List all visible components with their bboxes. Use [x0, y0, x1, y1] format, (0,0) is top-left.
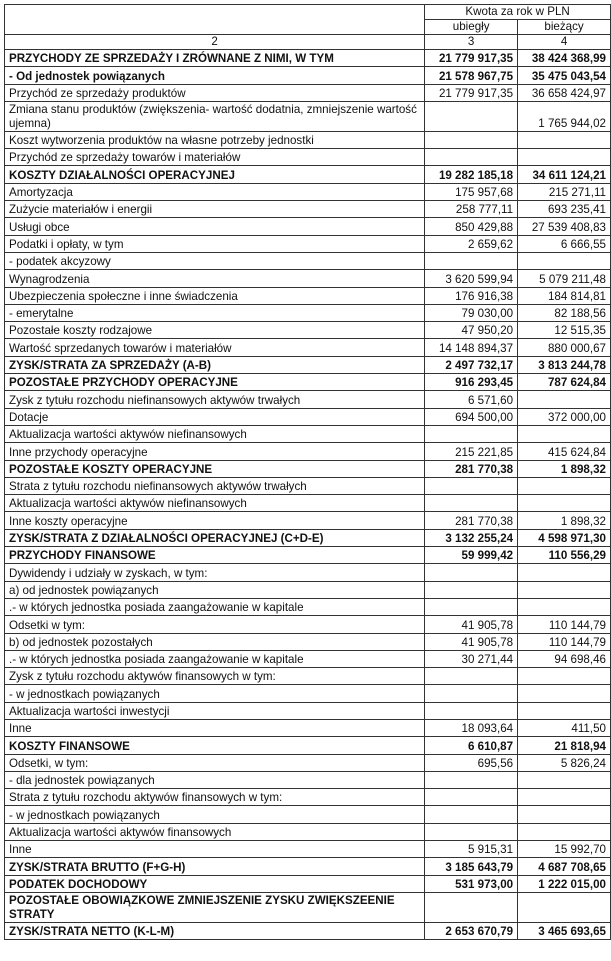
row-label: Zużycie materiałów i energii: [5, 201, 425, 218]
row-value-curr: 35 475 043,54: [518, 67, 611, 84]
row-value-curr: 27 539 408,83: [518, 218, 611, 235]
row-label: Strata z tytułu rozchodu niefinansowych aktywów trwałych: [5, 477, 425, 494]
row-value-prev: 3 185 643,79: [425, 858, 518, 875]
row-value-prev: 14 148 894,37: [425, 339, 518, 356]
row-value-prev: 19 282 185,18: [425, 166, 518, 183]
row-value-curr: 1 222 015,00: [518, 875, 611, 892]
row-label: Inne przychody operacyjne: [5, 443, 425, 460]
row-value-curr: 5 079 211,48: [518, 270, 611, 287]
row-label: Zysk z tytułu rozchodu aktywów finansowych w tym:: [5, 668, 425, 685]
row-value-prev: [425, 823, 518, 840]
row-value-prev: 5 915,31: [425, 841, 518, 858]
row-value-prev: 3 620 599,94: [425, 270, 518, 287]
row-label: ZYSK/STRATA ZA SPRZEDAŻY (A-B): [5, 356, 425, 373]
row-value-curr: 110 144,79: [518, 633, 611, 650]
row-value-prev: 21 578 967,75: [425, 67, 518, 84]
table-row: [5, 356, 611, 373]
row-label: KOSZTY FINANSOWE: [5, 737, 425, 754]
row-value-curr: [518, 668, 611, 685]
table-row: [5, 547, 611, 564]
row-value-prev: 41 905,78: [425, 616, 518, 633]
row-value-curr: [518, 789, 611, 806]
row-value-prev: 916 293,45: [425, 374, 518, 391]
row-value-curr: 15 992,70: [518, 841, 611, 858]
row-value-curr: [518, 685, 611, 702]
row-value-prev: [425, 477, 518, 494]
table-row: [5, 685, 611, 702]
row-value-curr: 6 666,55: [518, 235, 611, 252]
row-label: KOSZTY DZIAŁALNOŚCI OPERACYJNEJ: [5, 166, 425, 183]
row-value-prev: 850 429,88: [425, 218, 518, 235]
row-label: - dla jednostek powiązanych: [5, 771, 425, 788]
row-label: - w jednostkach powiązanych: [5, 685, 425, 702]
profit-loss-table: [4, 4, 611, 940]
table-row: [5, 252, 611, 269]
row-value-prev: [425, 806, 518, 823]
row-value-prev: 2 659,62: [425, 235, 518, 252]
row-value-prev: 281 770,38: [425, 460, 518, 477]
row-label: - Od jednostek powiązanych: [5, 67, 425, 84]
row-value-curr: 110 144,79: [518, 616, 611, 633]
table-row: [5, 84, 611, 101]
row-value-prev: [425, 564, 518, 581]
row-label: Inne: [5, 841, 425, 858]
row-value-curr: 34 611 124,21: [518, 166, 611, 183]
table-row: [5, 789, 611, 806]
header-blank-cell: [5, 5, 425, 35]
table-row: [5, 806, 611, 823]
row-label: Dotacje: [5, 408, 425, 425]
col-curr-label: bieżący: [518, 20, 611, 35]
table-row: [5, 564, 611, 581]
row-label: Koszt wytworzenia produktów na własne potrzeby jednostki: [5, 131, 425, 148]
row-value-prev: 258 777,11: [425, 201, 518, 218]
row-value-prev: 695,56: [425, 754, 518, 771]
row-value-curr: 1 765 944,02: [518, 101, 611, 131]
row-value-prev: 59 999,42: [425, 547, 518, 564]
row-value-curr: 215 271,11: [518, 183, 611, 200]
table-row: [5, 460, 611, 477]
row-label: Aktualizacja wartości aktywów niefinansowych: [5, 495, 425, 512]
row-value-prev: 3 132 255,24: [425, 529, 518, 546]
row-value-curr: [518, 131, 611, 148]
row-value-prev: [425, 892, 518, 922]
row-value-curr: 5 826,24: [518, 754, 611, 771]
row-label: Amortyzacja: [5, 183, 425, 200]
table-row: [5, 892, 611, 922]
row-value-prev: 41 905,78: [425, 633, 518, 650]
table-row: [5, 304, 611, 321]
row-value-curr: [518, 495, 611, 512]
header-row-numbers: [5, 35, 611, 50]
row-value-prev: 18 093,64: [425, 719, 518, 736]
row-label: - podatek akcyzowy: [5, 252, 425, 269]
table-row: [5, 754, 611, 771]
table-row: [5, 650, 611, 667]
table-row: [5, 633, 611, 650]
row-value-curr: 21 818,94: [518, 737, 611, 754]
row-value-prev: [425, 149, 518, 166]
row-label: POZOSTAŁE OBOWIĄZKOWE ZMNIEJSZENIE ZYSKU ZWIĘKSZEENIE STRATY: [5, 892, 425, 922]
row-label: Wynagrodzenia: [5, 270, 425, 287]
row-value-curr: 184 814,81: [518, 287, 611, 304]
row-label: Wartość sprzedanych towarów i materiałów: [5, 339, 425, 356]
row-value-curr: 787 624,84: [518, 374, 611, 391]
table-row: [5, 841, 611, 858]
col-prev-num: 3: [425, 35, 518, 50]
table-row: [5, 477, 611, 494]
row-value-curr: 411,50: [518, 719, 611, 736]
table-row: [5, 183, 611, 200]
row-value-curr: 880 000,67: [518, 339, 611, 356]
row-label: ZYSK/STRATA Z DZIAŁALNOŚCI OPERACYJNEJ (C+D-E): [5, 529, 425, 546]
row-value-prev: [425, 598, 518, 615]
table-row: [5, 166, 611, 183]
row-value-prev: [425, 131, 518, 148]
row-value-curr: [518, 892, 611, 922]
row-value-prev: 47 950,20: [425, 322, 518, 339]
header-row-caption: [5, 5, 611, 20]
row-value-curr: 12 515,35: [518, 322, 611, 339]
row-label: .- w których jednostka posiada zaangażowanie w kapitale: [5, 598, 425, 615]
row-label: Zysk z tytułu rozchodu niefinansowych aktywów trwałych: [5, 391, 425, 408]
row-value-curr: 110 556,29: [518, 547, 611, 564]
col-label-num: 2: [5, 35, 425, 50]
row-label: a) od jednostek powiązanych: [5, 581, 425, 598]
row-value-prev: [425, 702, 518, 719]
row-value-prev: 21 779 917,35: [425, 84, 518, 101]
table-row: [5, 616, 611, 633]
row-value-prev: 6 610,87: [425, 737, 518, 754]
row-value-curr: 1 898,32: [518, 460, 611, 477]
table-row: [5, 50, 611, 67]
row-label: Inne koszty operacyjne: [5, 512, 425, 529]
row-value-prev: 21 779 917,35: [425, 50, 518, 67]
row-value-curr: 415 624,84: [518, 443, 611, 460]
row-value-prev: 176 916,38: [425, 287, 518, 304]
row-label: Inne: [5, 719, 425, 736]
row-value-curr: 3 813 244,78: [518, 356, 611, 373]
row-label: Strata z tytułu rozchodu aktywów finansowych w tym:: [5, 789, 425, 806]
table-row: [5, 719, 611, 736]
row-label: Przychód ze sprzedaży towarów i materiałów: [5, 149, 425, 166]
row-label: Aktualizacja wartości inwestycji: [5, 702, 425, 719]
row-value-prev: 2 653 670,79: [425, 922, 518, 939]
row-label: PRZYCHODY FINANSOWE: [5, 547, 425, 564]
table-row: [5, 374, 611, 391]
row-label: POZOSTAŁE KOSZTY OPERACYJNE: [5, 460, 425, 477]
row-label: Aktualizacja wartości aktywów niefinansowych: [5, 425, 425, 442]
row-label: POZOSTAŁE PRZYCHODY OPERACYJNE: [5, 374, 425, 391]
row-label: Pozostałe koszty rodzajowe: [5, 322, 425, 339]
table-row: [5, 131, 611, 148]
row-value-curr: 36 658 424,97: [518, 84, 611, 101]
table-row: [5, 771, 611, 788]
table-row: [5, 235, 611, 252]
col-prev-label: ubiegły: [425, 20, 518, 35]
row-label: Przychód ze sprzedaży produktów: [5, 84, 425, 101]
row-value-prev: [425, 252, 518, 269]
row-value-curr: [518, 598, 611, 615]
row-value-prev: 30 271,44: [425, 650, 518, 667]
table-row: [5, 67, 611, 84]
row-value-prev: [425, 495, 518, 512]
row-label: ZYSK/STRATA BRUTTO (F+G-H): [5, 858, 425, 875]
table-row: [5, 425, 611, 442]
row-label: .- w których jednostka posiada zaangażowanie w kapitale: [5, 650, 425, 667]
row-value-prev: [425, 789, 518, 806]
row-value-curr: [518, 425, 611, 442]
row-value-prev: 2 497 732,17: [425, 356, 518, 373]
row-value-curr: 4 687 708,65: [518, 858, 611, 875]
table-row: [5, 201, 611, 218]
row-value-prev: [425, 425, 518, 442]
row-value-curr: [518, 149, 611, 166]
row-value-prev: [425, 581, 518, 598]
row-value-curr: [518, 477, 611, 494]
table-row: [5, 495, 611, 512]
table-row: [5, 737, 611, 754]
row-label: Odsetki, w tym:: [5, 754, 425, 771]
table-row: [5, 823, 611, 840]
row-value-curr: [518, 564, 611, 581]
row-value-prev: 6 571,60: [425, 391, 518, 408]
row-value-curr: [518, 391, 611, 408]
row-label: Ubezpieczenia społeczne i inne świadczenia: [5, 287, 425, 304]
row-label: PODATEK DOCHODOWY: [5, 875, 425, 892]
table-row: [5, 512, 611, 529]
row-label: Usługi obce: [5, 218, 425, 235]
row-value-curr: [518, 823, 611, 840]
row-value-curr: 4 598 971,30: [518, 529, 611, 546]
row-value-curr: 38 424 368,99: [518, 50, 611, 67]
row-value-prev: 694 500,00: [425, 408, 518, 425]
row-label: ZYSK/STRATA NETTO (K-L-M): [5, 922, 425, 939]
row-value-curr: [518, 581, 611, 598]
row-value-curr: 94 698,46: [518, 650, 611, 667]
row-value-curr: 82 188,56: [518, 304, 611, 321]
table-row: [5, 529, 611, 546]
row-label: Odsetki w tym:: [5, 616, 425, 633]
table-row: [5, 443, 611, 460]
row-value-prev: 215 221,85: [425, 443, 518, 460]
row-label: PRZYCHODY ZE SPRZEDAŻY I ZRÓWNANE Z NIMI, W TYM: [5, 50, 425, 67]
table-row: [5, 339, 611, 356]
row-value-prev: 281 770,38: [425, 512, 518, 529]
amount-caption: Kwota za rok w PLN: [425, 5, 611, 20]
table-row: [5, 702, 611, 719]
row-value-prev: [425, 668, 518, 685]
row-value-prev: [425, 771, 518, 788]
row-value-curr: [518, 771, 611, 788]
table-row: [5, 875, 611, 892]
col-curr-num: 4: [518, 35, 611, 50]
row-value-curr: [518, 806, 611, 823]
row-label: - w jednostkach powiązanych: [5, 806, 425, 823]
row-value-prev: [425, 101, 518, 131]
row-label: Zmiana stanu produktów (zwiększenia- wartość dodatnia, zmniejszenie wartość ujemna): [5, 101, 425, 131]
table-row: [5, 149, 611, 166]
row-value-curr: 1 898,32: [518, 512, 611, 529]
table-row: [5, 101, 611, 131]
row-value-curr: [518, 702, 611, 719]
table-row: [5, 218, 611, 235]
row-value-curr: 372 000,00: [518, 408, 611, 425]
table-row: [5, 408, 611, 425]
row-label: Dywidendy i udziały w zyskach, w tym:: [5, 564, 425, 581]
row-label: Podatki i opłaty, w tym: [5, 235, 425, 252]
row-label: Aktualizacja wartości aktywów finansowych: [5, 823, 425, 840]
table-row: [5, 322, 611, 339]
table-row: [5, 391, 611, 408]
row-value-prev: [425, 685, 518, 702]
table-row: [5, 287, 611, 304]
table-row: [5, 922, 611, 939]
row-value-curr: 3 465 693,65: [518, 922, 611, 939]
table-row: [5, 270, 611, 287]
table-row: [5, 858, 611, 875]
row-value-curr: [518, 252, 611, 269]
table-row: [5, 598, 611, 615]
row-label: - emerytalne: [5, 304, 425, 321]
table-row: [5, 581, 611, 598]
table-row: [5, 668, 611, 685]
row-value-prev: 79 030,00: [425, 304, 518, 321]
row-label: b) od jednostek pozostałych: [5, 633, 425, 650]
row-value-curr: 693 235,41: [518, 201, 611, 218]
row-value-prev: 175 957,68: [425, 183, 518, 200]
row-value-prev: 531 973,00: [425, 875, 518, 892]
